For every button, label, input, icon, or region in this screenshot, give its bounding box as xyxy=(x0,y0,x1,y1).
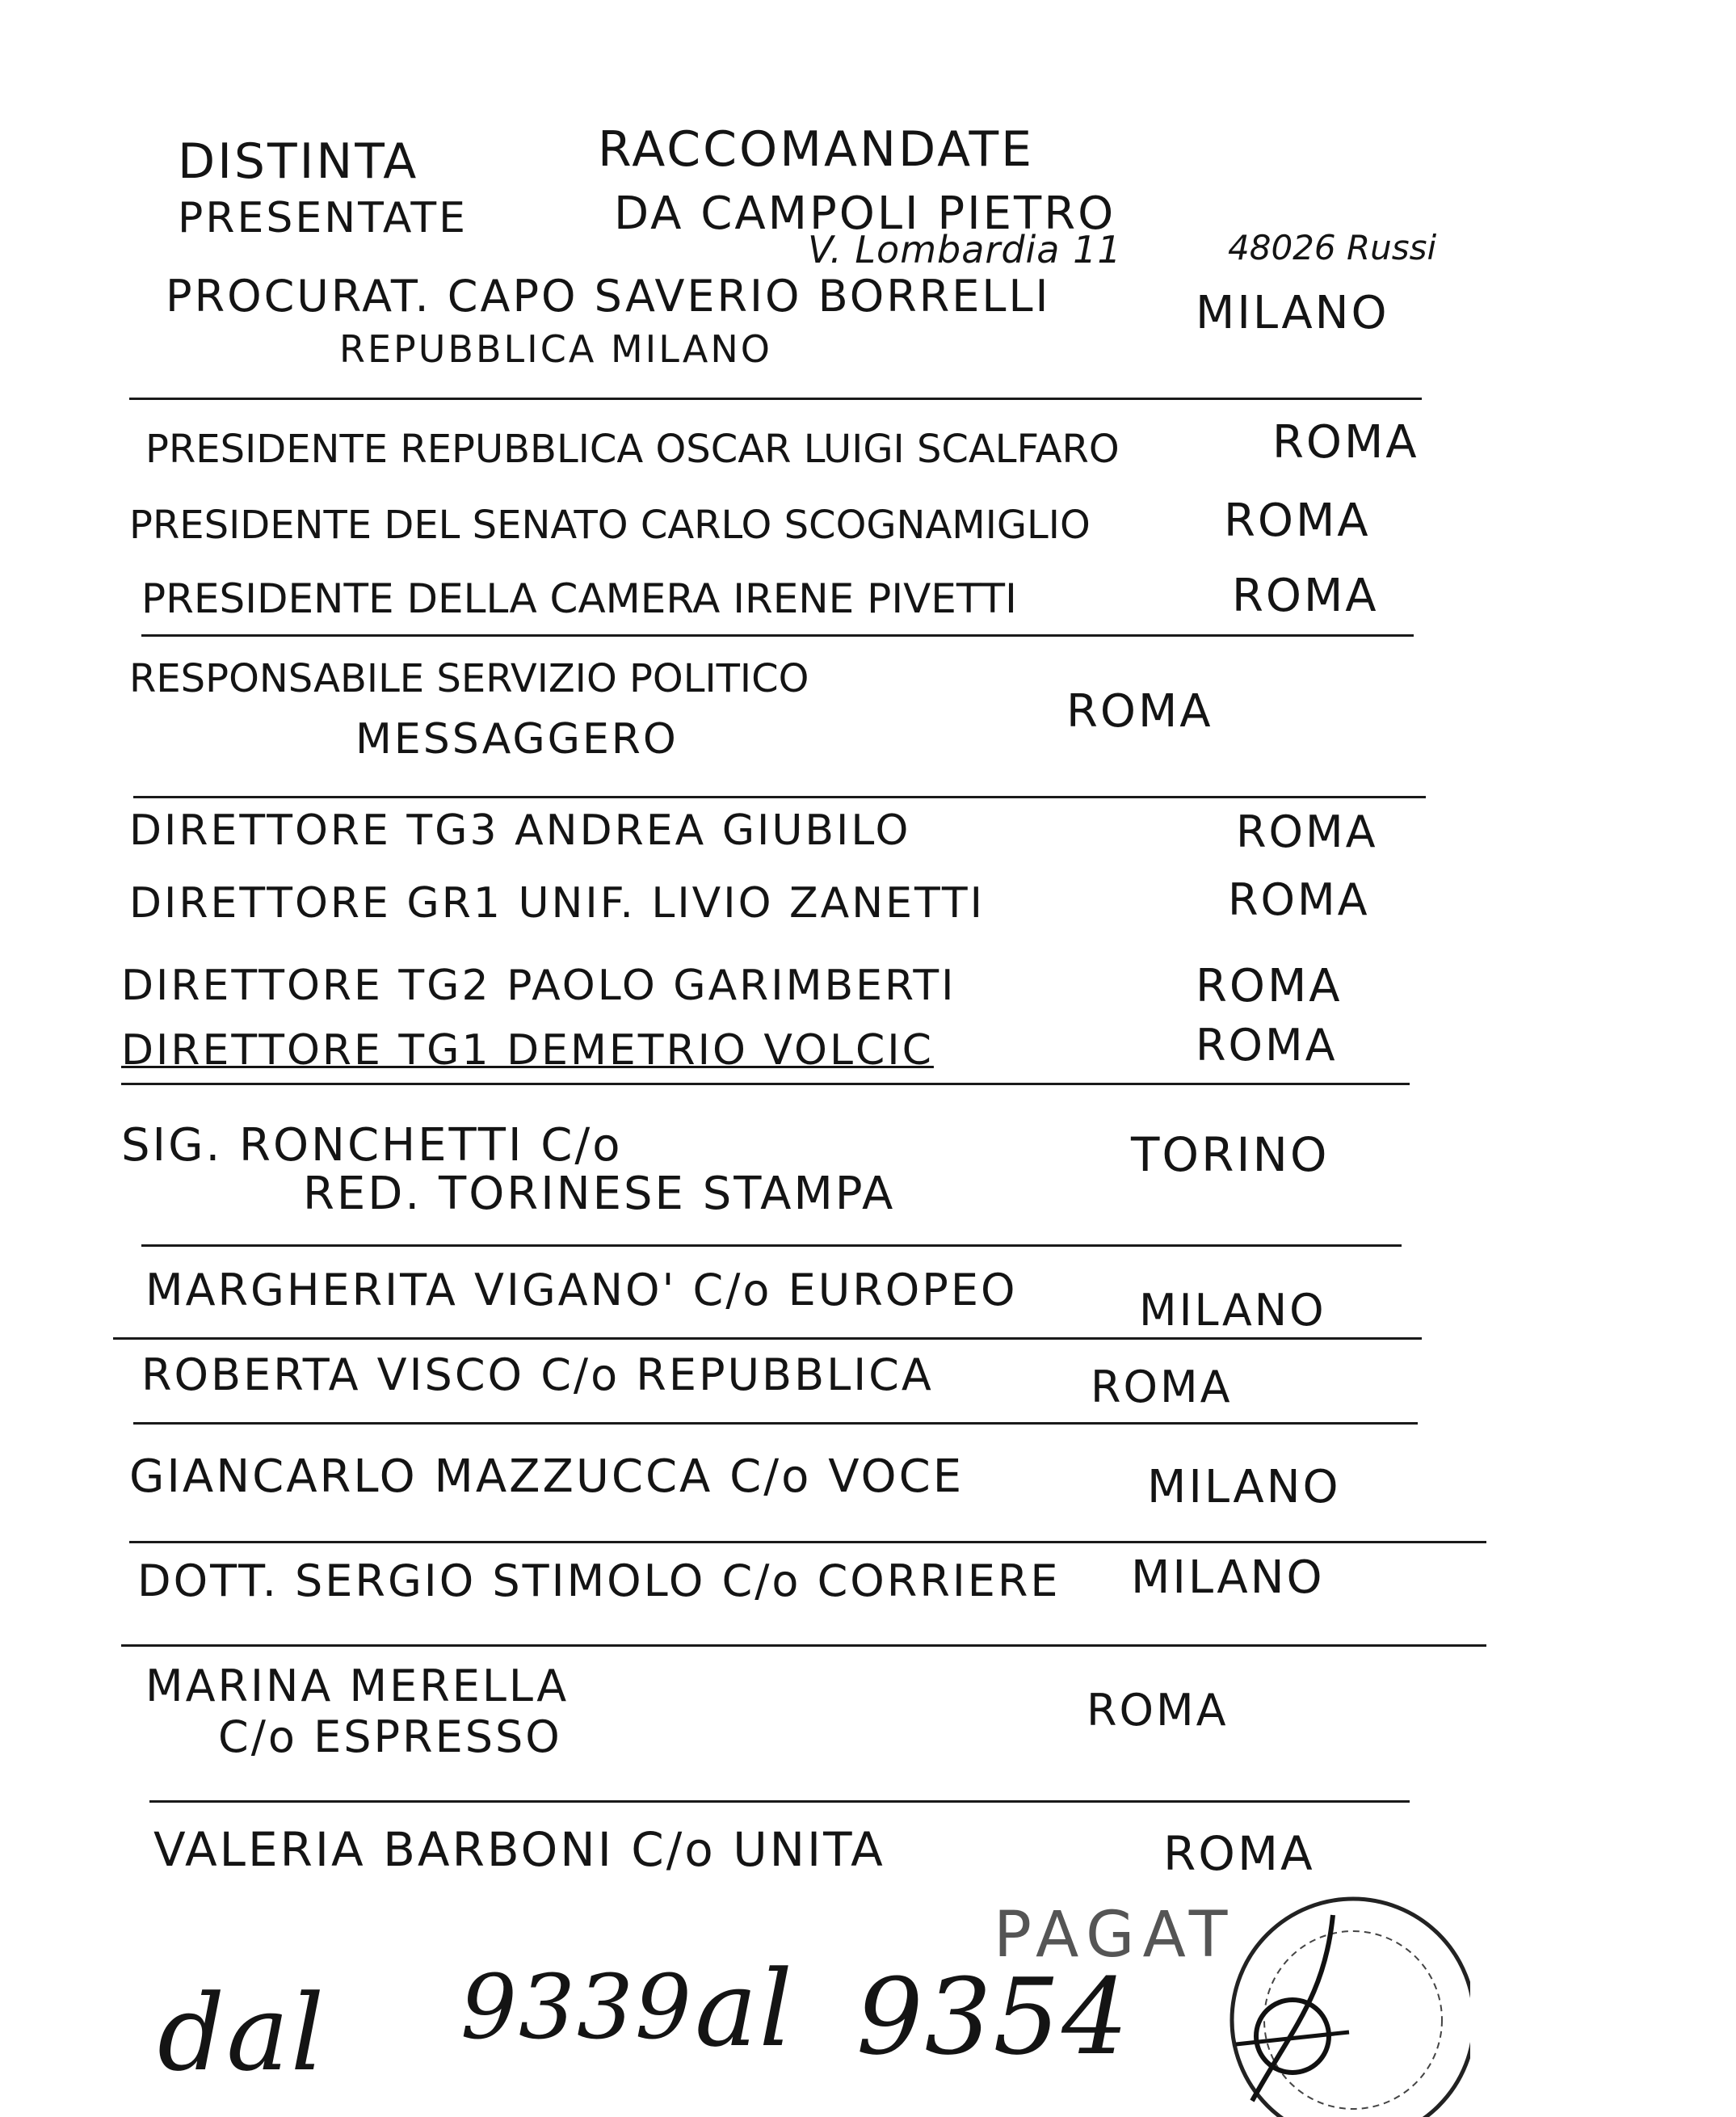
recipient-city: MILANO xyxy=(1131,1551,1325,1604)
recipient-name: DIRETTORE TG2 PAOLO GARIMBERTI xyxy=(121,962,956,1010)
recipient-name-continued: C/o ESPRESSO xyxy=(218,1711,562,1762)
recipient-name: SIG. RONCHETTI C/o xyxy=(121,1119,623,1172)
range-middle: al xyxy=(695,1947,795,2070)
recipient-name: VALERIA BARBONI C/o UNITA xyxy=(153,1822,885,1877)
recipient-city: ROMA xyxy=(1228,874,1370,925)
recipient-city: ROMA xyxy=(1163,1826,1315,1881)
recipient-name-continued: MESSAGGERO xyxy=(355,715,679,764)
recipient-city: ROMA xyxy=(1066,685,1213,738)
divider-line xyxy=(121,1083,1410,1085)
recipient-name: PRESIDENTE DELLA CAMERA IRENE PIVETTI xyxy=(141,575,1017,622)
divider-line xyxy=(113,1337,1422,1340)
recipient-name-continued: REPUBBLICA MILANO xyxy=(339,327,772,371)
header-title-left: DISTINTA xyxy=(178,133,419,190)
recipient-city: ROMA xyxy=(1196,960,1343,1012)
recipient-name: RESPONSABILE SERVIZIO POLITICO xyxy=(129,656,809,701)
header-title-right: RACCOMANDATE xyxy=(598,121,1035,178)
divider-line xyxy=(141,634,1414,637)
recipient-name: GIANCARLO MAZZUCCA C/o VOCE xyxy=(129,1450,965,1503)
recipient-city: MILANO xyxy=(1147,1461,1341,1513)
stamp-partial-text: PAGAT xyxy=(994,1899,1236,1972)
range-end: 9354 xyxy=(856,1955,1130,2078)
divider-line xyxy=(129,398,1422,400)
recipient-city: ROMA xyxy=(1087,1685,1229,1736)
header-subtitle-right: DA CAMPOLI PIETRO xyxy=(614,187,1116,240)
range-prefix: dal xyxy=(158,1972,326,2094)
recipient-name: MARGHERITA VIGANO' C/o EUROPEO xyxy=(145,1265,1018,1315)
recipient-name: PRESIDENTE REPUBBLICA OSCAR LUIGI SCALFARO xyxy=(145,427,1120,472)
recipient-name: ROBERTA VISCO C/o REPUBBLICA xyxy=(141,1349,934,1400)
recipient-city: ROMA xyxy=(1091,1362,1233,1412)
sender-address: V. Lombardia 11 xyxy=(808,228,1122,271)
range-start: 9339 xyxy=(460,1955,693,2059)
recipient-city: ROMA xyxy=(1272,416,1419,469)
recipient-name: PROCURAT. CAPO SAVERIO BORRELLI xyxy=(166,271,1051,322)
recipient-name: DIRETTORE GR1 UNIF. LIVIO ZANETTI xyxy=(129,879,985,928)
divider-line xyxy=(129,1541,1486,1543)
header-subtitle-left: PRESENTATE xyxy=(178,194,468,242)
recipient-city: ROMA xyxy=(1196,1020,1338,1071)
divider-line xyxy=(149,1800,1410,1803)
divider-line xyxy=(141,1244,1402,1247)
sender-postcode: 48026 Russi xyxy=(1228,228,1437,267)
recipient-name: DIRETTORE TG1 DEMETRIO VOLCIC xyxy=(121,1026,934,1075)
recipient-name: MARINA MERELLA xyxy=(145,1660,570,1711)
divider-line xyxy=(133,1422,1418,1425)
recipient-name: DIRETTORE TG3 ANDREA GIUBILO xyxy=(129,806,911,855)
recipient-city: MILANO xyxy=(1196,287,1389,339)
recipient-city: MILANO xyxy=(1139,1285,1326,1336)
divider-line xyxy=(121,1644,1486,1647)
recipient-city: ROMA xyxy=(1224,495,1371,547)
postmark-stamp xyxy=(1204,1883,1470,2117)
recipient-name: PRESIDENTE DEL SENATO CARLO SCOGNAMIGLIO xyxy=(129,503,1091,548)
recipient-name: DOTT. SERGIO STIMOLO C/o CORRIERE xyxy=(137,1555,1061,1606)
postmark-inner-ring xyxy=(1264,1931,1442,2109)
recipient-name-continued: RED. TORINESE STAMPA xyxy=(303,1168,896,1220)
recipient-city: TORINO xyxy=(1131,1127,1330,1182)
recipient-city: ROMA xyxy=(1236,806,1378,857)
recipient-city: ROMA xyxy=(1232,570,1379,622)
divider-line xyxy=(133,796,1426,798)
